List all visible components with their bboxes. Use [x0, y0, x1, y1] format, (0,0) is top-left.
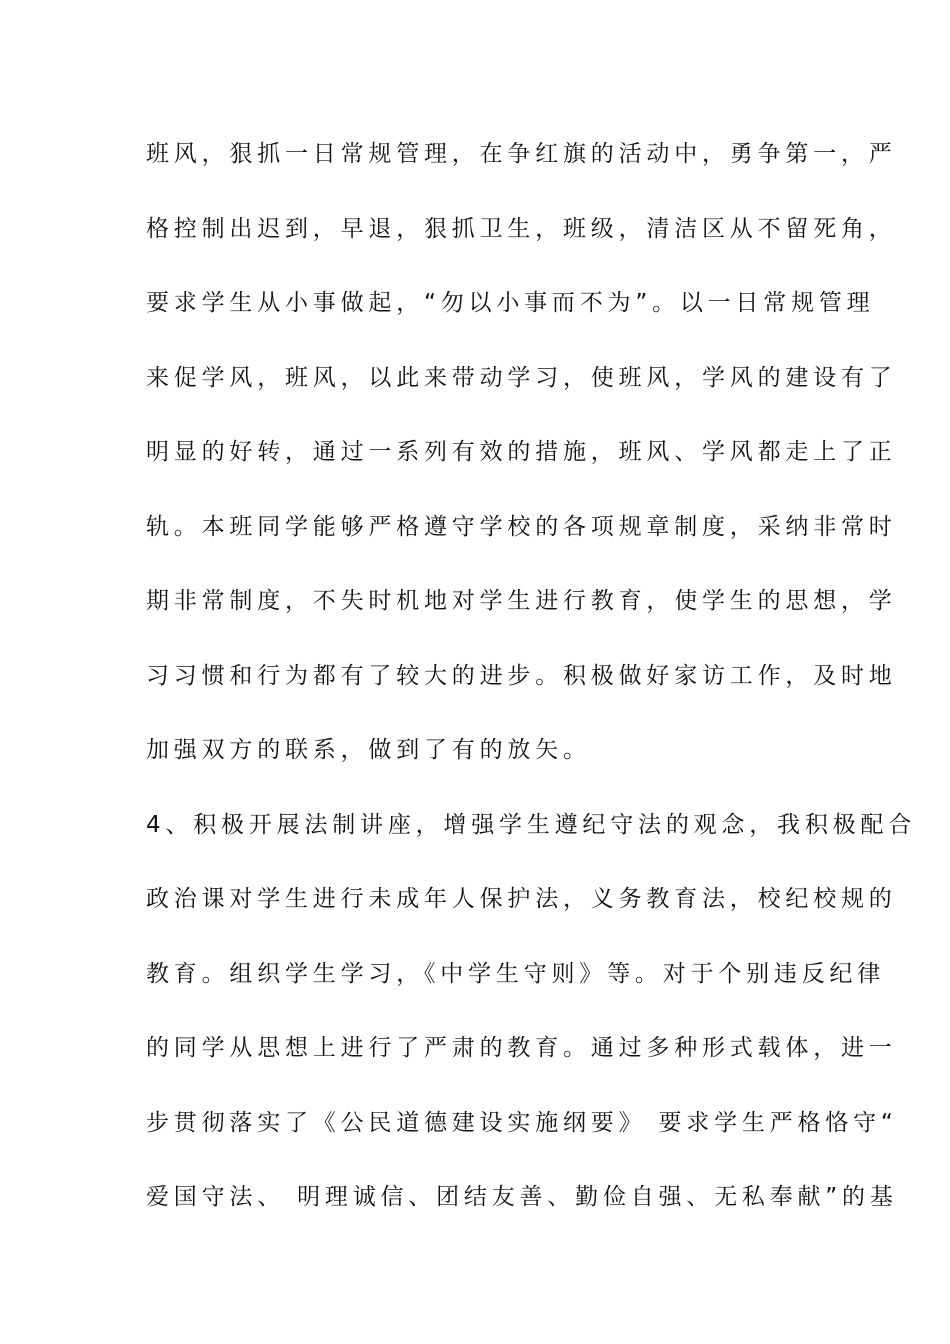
text-line: 加强双方的联系，做到了有的放矢。 [146, 737, 591, 763]
text-line: 教育。组织学生学习，《中学生守则》等。对于个别违反纪律 [146, 961, 886, 987]
text-line: 要求学生从小事做起，“勿以小事而不为”。以一日常规管理 [146, 290, 875, 316]
text-line: 明显的好转，通过一系列有效的措施，班风、学风都走上了正 [146, 439, 897, 465]
text-line: 爱国守法、 明理诚信、团结友善、勤俭自强、无私奉献”的基 [146, 1184, 898, 1210]
text-line: 格控制出迟到，早退，狠抓卫生，班级，清洁区从不留死角， [146, 216, 897, 242]
text-line: 步贯彻落实了《公民道德建设实施纲要》 要求学生严格恪守“ [146, 1110, 898, 1136]
text-line: 轨。本班同学能够严格遵守学校的各项规章制度，采纳非常时 [146, 514, 897, 540]
text-line: 期非常制度，不失时机地对学生进行教育，使学生的思想，学 [146, 588, 897, 614]
text-line: 习习惯和行为都有了较大的进步。积极做好家访工作，及时地 [146, 663, 897, 689]
text-line: 班风，狠抓一日常规管理，在争红旗的活动中，勇争第一，严 [146, 141, 897, 167]
text-line: 来促学风，班风，以此来带动学习，使班风，学风的建设有了 [146, 365, 897, 391]
text-line: 4、积极开展法制讲座，增强学生遵纪守法的观念，我积极配合 [146, 812, 917, 838]
text-line: 的同学从思想上进行了严肃的教育。通过多种形式载体，进一 [146, 1035, 897, 1061]
text-line: 政治课对学生进行未成年人保护法，义务教育法，校纪校规的 [146, 886, 897, 912]
